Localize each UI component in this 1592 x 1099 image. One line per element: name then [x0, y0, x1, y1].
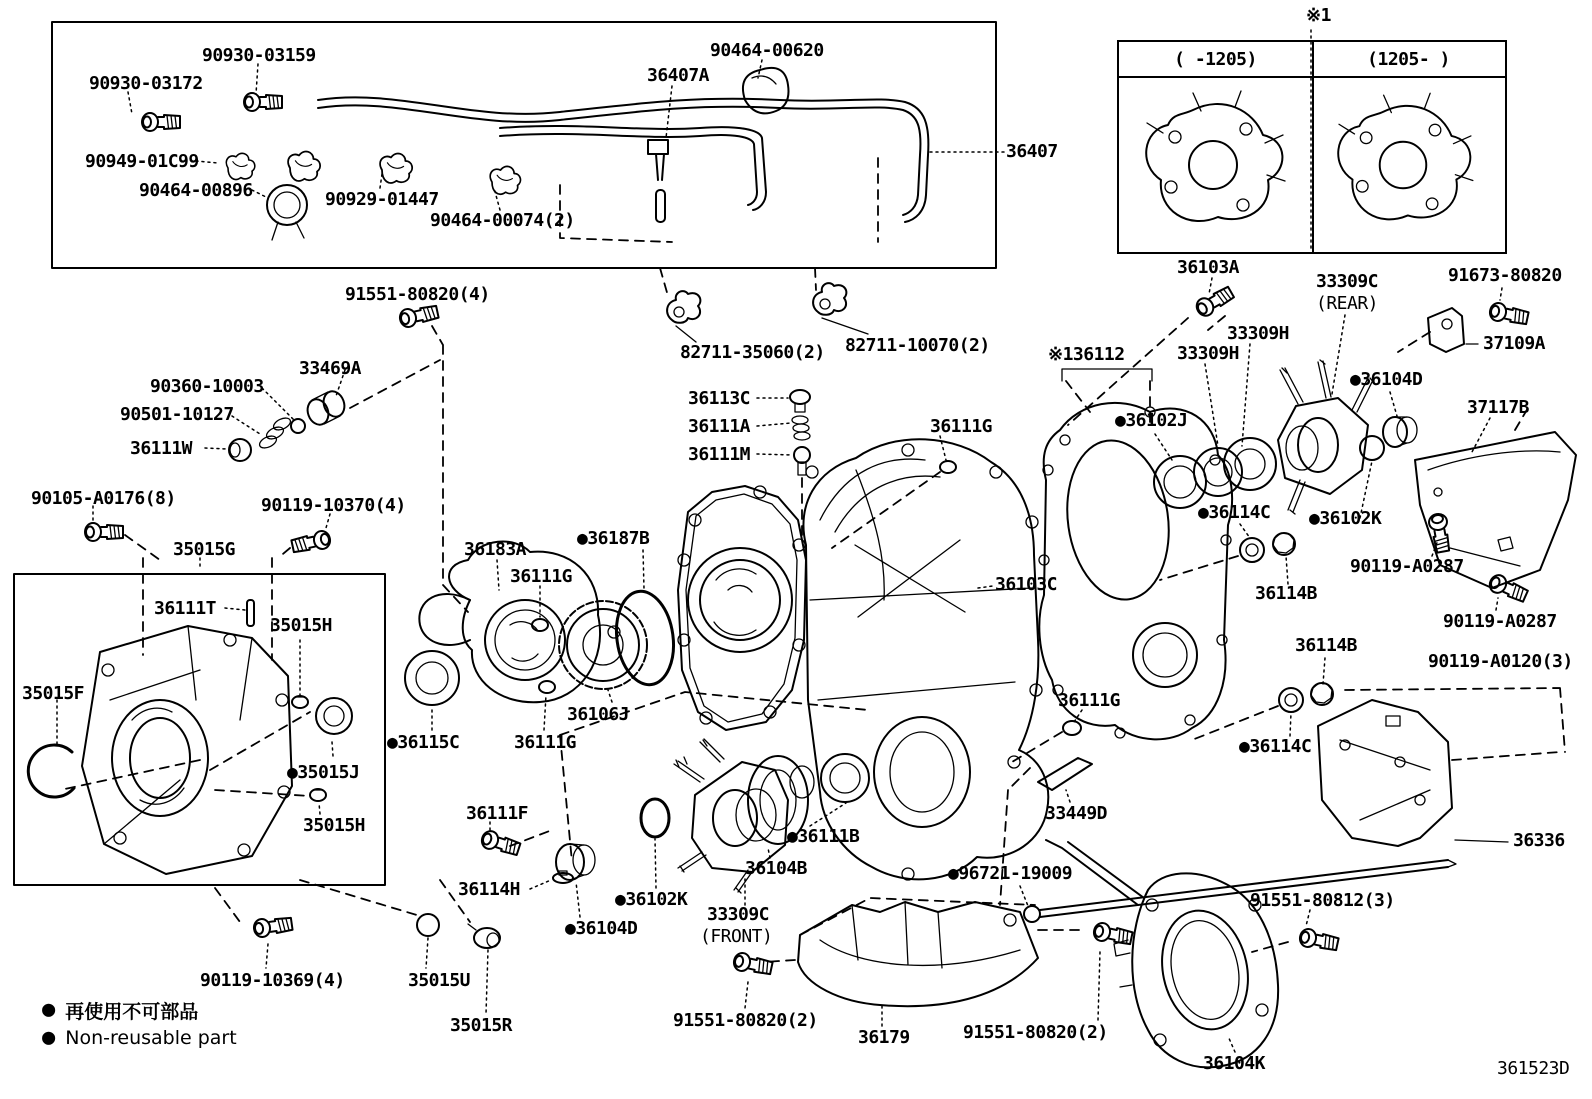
part-label: 90930-03159	[202, 45, 316, 66]
part-label: 91551-80820(2)	[963, 1022, 1108, 1043]
legend-row-jp	[42, 996, 237, 1024]
transfer-case-group	[560, 390, 1048, 880]
part-label: 361523D	[1497, 1058, 1570, 1079]
part-label: 36179	[858, 1027, 910, 1048]
bracket-37109A	[1428, 308, 1464, 352]
part-label: ●96721-19009	[948, 863, 1073, 884]
part-label: ●36102J	[1115, 410, 1188, 431]
part-label: 36111G	[514, 732, 577, 753]
part-label: 82711-10070(2)	[845, 335, 990, 356]
part-label: (REAR)	[1316, 293, 1379, 314]
skid-tray-group	[732, 898, 1133, 1026]
part-label: 36111M	[688, 444, 751, 465]
part-label: 36103C	[995, 574, 1058, 595]
legend-text-jp: 再使用不可部品	[65, 1000, 199, 1023]
shift-detent-parts	[205, 303, 468, 612]
part-label: 90119-10370(4)	[261, 495, 406, 516]
variant-early-header: ( -1205)	[1174, 48, 1257, 70]
part-label: ●36104D	[1350, 369, 1423, 390]
part-label: 36114H	[458, 879, 521, 900]
part-label: 90105-A0176(8)	[31, 488, 176, 509]
extension-housing-box	[14, 558, 385, 885]
part-label: 36113C	[688, 388, 751, 409]
housing-bolts	[85, 506, 500, 1014]
part-label: 33309C	[1316, 271, 1379, 292]
tube-clips	[660, 268, 868, 342]
part-label: 90119-A0287	[1350, 556, 1464, 577]
part-label: ●36102K	[1309, 508, 1382, 529]
part-label: 90464-00074(2)	[430, 210, 575, 231]
legend-row-en	[42, 1024, 237, 1052]
part-label: 35015U	[408, 970, 471, 991]
part-label: 33449D	[1045, 803, 1108, 824]
part-label: 36106J	[567, 704, 630, 725]
part-label: 82711-35060(2)	[680, 342, 825, 363]
part-label: 36111G	[510, 566, 573, 587]
part-label: 36104B	[745, 858, 808, 879]
part-label: 36111F	[466, 803, 529, 824]
part-label: 36111T	[154, 598, 217, 619]
part-label: 90501-10127	[120, 404, 234, 425]
part-label: 37117B	[1467, 397, 1530, 418]
rear-flange-group	[1278, 288, 1529, 518]
part-label: 90119-A0287	[1443, 611, 1557, 632]
legend-text-en: Non-reusable part	[65, 1027, 237, 1049]
part-label: 33469A	[299, 358, 362, 379]
part-label: 36407A	[647, 65, 710, 86]
part-label: 36111G	[930, 416, 993, 437]
part-label: 90464-00620	[710, 40, 824, 61]
part-label: ●36187B	[577, 528, 650, 549]
rear-seals-group	[1068, 278, 1276, 508]
part-label: 90360-10003	[150, 376, 264, 397]
part-label: (FRONT)	[700, 926, 773, 947]
part-label: 90464-00896	[139, 180, 253, 201]
variant-table	[1117, 40, 1507, 254]
part-label: 36111G	[1058, 690, 1121, 711]
rear-cover-group	[1046, 840, 1339, 1067]
part-label: 35015H	[303, 815, 366, 836]
part-label: ●36102K	[615, 889, 688, 910]
pin-wedge-group	[1008, 710, 1092, 802]
part-label: 91551-80820(4)	[345, 284, 490, 305]
part-label: ●36114C	[1239, 736, 1312, 757]
front-output-group	[480, 739, 869, 917]
part-label: ●36111B	[787, 826, 860, 847]
part-label: ●36115C	[387, 732, 460, 753]
part-label: 90930-03172	[89, 73, 203, 94]
part-label: 90119-10369(4)	[200, 970, 345, 991]
part-label: 36183A	[464, 539, 527, 560]
bracket-36336-group	[1318, 688, 1565, 846]
part-label: 36114B	[1255, 583, 1318, 604]
variant-late-header: (1205- )	[1367, 48, 1450, 70]
part-label: ※136112	[1048, 344, 1125, 365]
non-reusable-bullet-icon: ●	[42, 997, 56, 1022]
part-label: ●36114C	[1198, 502, 1271, 523]
part-label: 36114B	[1295, 635, 1358, 656]
part-label: 36103A	[1177, 257, 1240, 278]
oil-pump-group	[405, 539, 679, 730]
part-label: ●35015J	[287, 762, 360, 783]
part-label: 35015F	[22, 683, 85, 704]
chain-cover-group	[1415, 408, 1576, 610]
legend	[42, 996, 237, 1052]
variant-table-divider	[1312, 42, 1314, 252]
breather-rod-group	[1000, 790, 1456, 926]
part-label: 36336	[1513, 830, 1565, 851]
part-label: 90929-01447	[325, 189, 439, 210]
part-label: 33309C	[707, 904, 770, 925]
part-label: 35015R	[450, 1015, 513, 1036]
part-label: 37109A	[1483, 333, 1546, 354]
part-label: 35015G	[173, 539, 236, 560]
part-label: 33309H	[1227, 323, 1290, 344]
part-label: ※1	[1306, 5, 1331, 26]
part-label: 35015H	[270, 615, 333, 636]
part-label: 91551-80812(3)	[1250, 890, 1395, 911]
part-label: 36111W	[130, 438, 193, 459]
part-label: 36111A	[688, 416, 751, 437]
tube-assembly-box	[52, 22, 1004, 268]
part-label: ●36104D	[565, 918, 638, 939]
part-label: 90119-A0120(3)	[1428, 651, 1573, 672]
part-label: 36407	[1006, 141, 1058, 162]
part-label: 33309H	[1177, 343, 1240, 364]
part-label: 91551-80820(2)	[673, 1010, 818, 1031]
part-label: 91673-80820	[1448, 265, 1562, 286]
non-reusable-bullet-icon: ●	[42, 1025, 56, 1050]
part-label: 36104K	[1203, 1053, 1266, 1074]
part-label: 90949-01C99	[85, 151, 199, 172]
